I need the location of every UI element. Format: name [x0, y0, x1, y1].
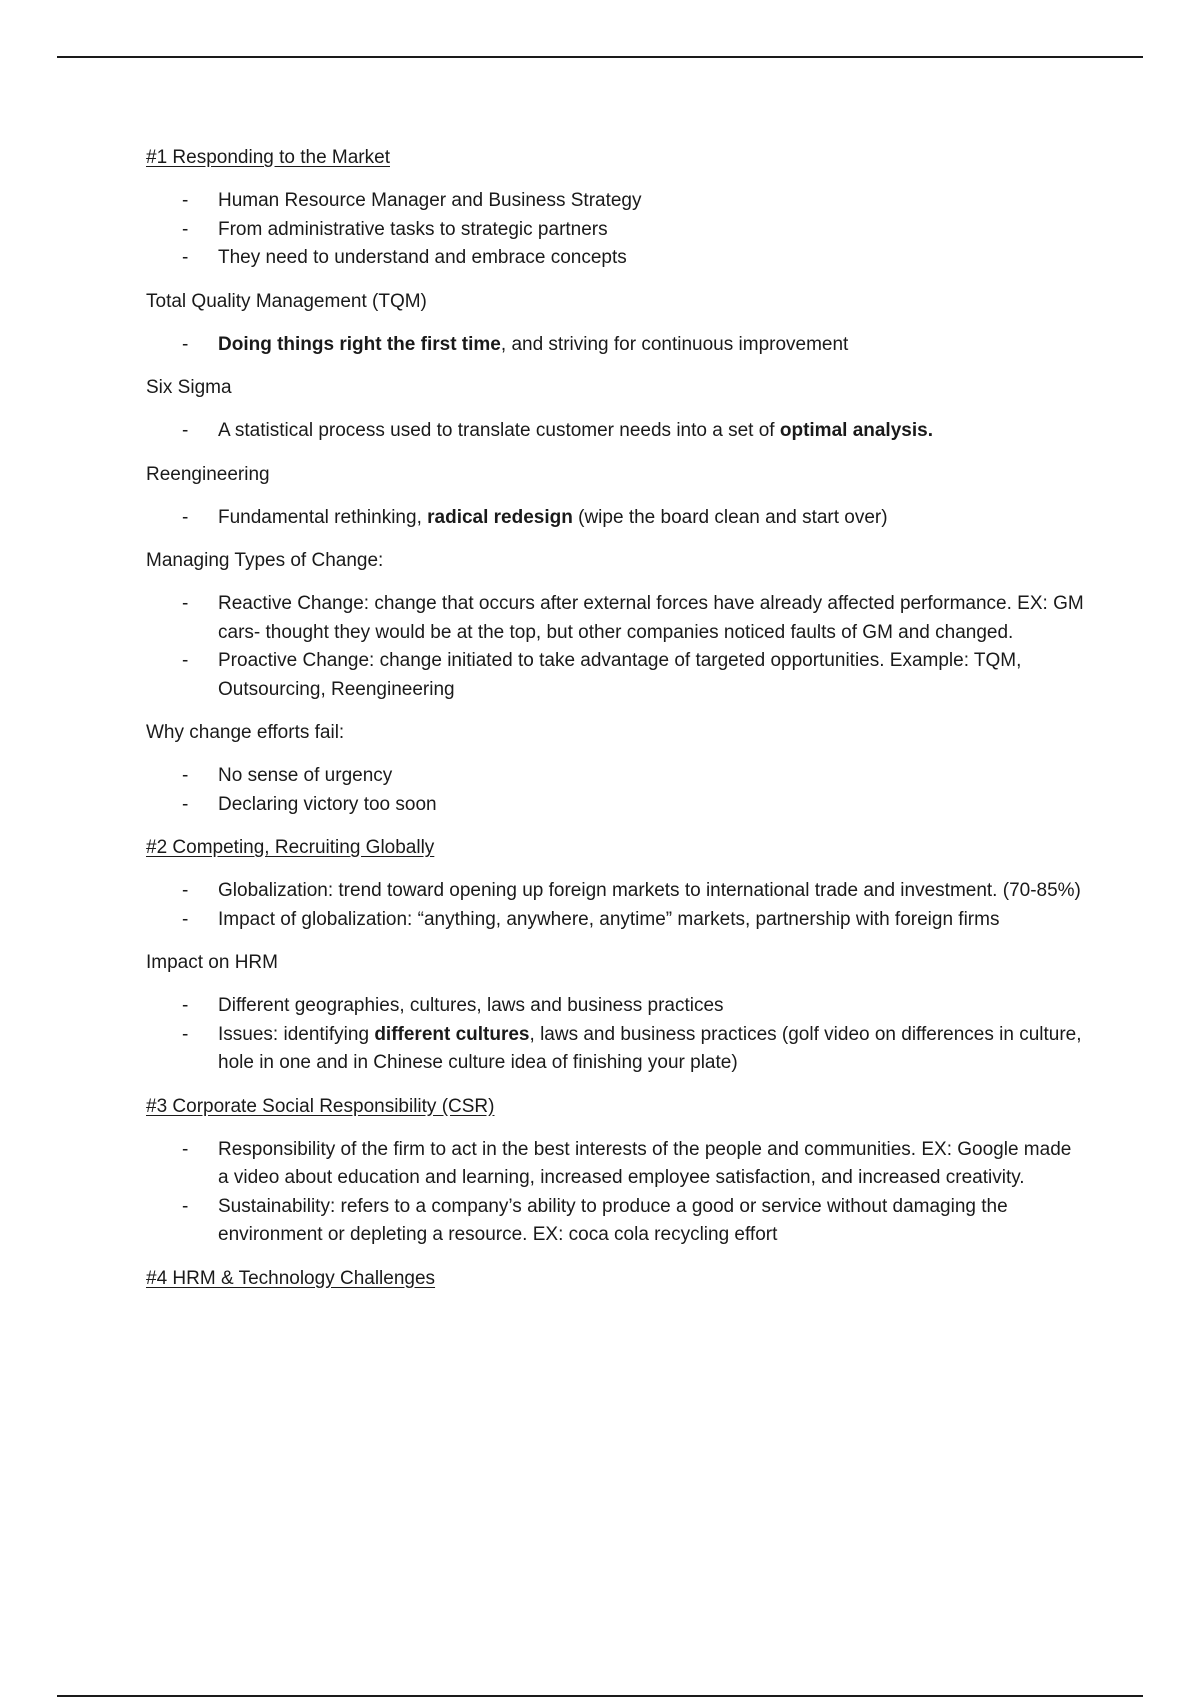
header-rule — [57, 56, 1143, 58]
topic-label-six-sigma: Six Sigma — [146, 377, 232, 398]
bullet-list — [146, 331, 1086, 360]
bullet-dash: - — [182, 506, 189, 528]
list-item: - Proactive Change: change initiated to take advantage of targeted opportunities. Example: TQM, Outsourcing, Reengineering — [146, 647, 1086, 704]
section-heading-responding-market: #1 Responding to the Market — [146, 147, 390, 168]
bullet-dash: - — [182, 593, 189, 614]
list-item: - Issues: identifying different cultures, laws and business practices (golf video on differences in culture, hole in one and in Chinese culture idea of finishing your plate) — [146, 1021, 1086, 1078]
bullet-dash: - — [182, 880, 189, 901]
bullet-list — [146, 762, 1086, 819]
list-item: - They need to understand and embrace concepts — [146, 244, 1086, 273]
bullet-dash: - — [182, 1023, 189, 1045]
footer-rule — [57, 1695, 1143, 1697]
bullet-dash: - — [182, 908, 189, 930]
bullet-list — [146, 992, 1086, 1078]
list-item: - Globalization: trend toward opening up foreign markets to international trade and investment. (70-85%) — [146, 877, 1086, 906]
topic-label-change-fail: Why change efforts fail: — [146, 722, 345, 743]
list-item: - Impact of globalization: “anything, anywhere, anytime” markets, partnership with foreign firms — [146, 906, 1086, 935]
section-heading-csr: #3 Corporate Social Responsibility (CSR) — [146, 1095, 495, 1117]
bullet-list — [146, 1136, 1086, 1250]
list-item: - Human Resource Manager and Business Strategy — [146, 187, 1086, 216]
bullet-list — [146, 417, 1086, 446]
bullet-list — [146, 187, 1086, 273]
bullet-dash: - — [182, 765, 189, 786]
list-item: - Fundamental rethinking, radical redesign (wipe the board clean and start over) — [146, 504, 1086, 533]
section-heading-competing-globally: #2 Competing, Recruiting Globally — [146, 837, 435, 858]
bullet-dash: - — [182, 420, 189, 441]
bullet-list — [146, 504, 1086, 533]
topic-label-tqm: Total Quality Management (TQM) — [146, 290, 427, 312]
bullet-dash: - — [182, 1138, 189, 1160]
bullet-dash: - — [182, 218, 189, 240]
list-item: - Declaring victory too soon — [146, 791, 1086, 820]
list-item: - Different geographies, cultures, laws and business practices — [146, 992, 1086, 1021]
topic-label-managing-change: Managing Types of Change: — [146, 550, 384, 571]
list-item: - A statistical process used to translate customer needs into a set of optimal analysis. — [146, 417, 1086, 446]
list-item: - Sustainability: refers to a company’s ability to produce a good or service without damaging the environment or depleting a resource. EX: coca cola recycling effort — [146, 1193, 1086, 1250]
section-heading-hrm-technology: #4 HRM & Technology Challenges — [146, 1267, 436, 1289]
bullet-list — [146, 590, 1086, 704]
bullet-dash: - — [182, 333, 189, 355]
bullet-dash: - — [182, 247, 189, 268]
list-item: - Reactive Change: change that occurs after external forces have already affected performance. EX: GM cars- thought they would be at the top, but other companies noticed faults of GM and changed. — [146, 590, 1086, 647]
bullet-dash: - — [182, 650, 189, 671]
topic-label-reengineering: Reengineering — [146, 463, 270, 485]
bullet-dash: - — [182, 190, 189, 211]
list-item: - No sense of urgency — [146, 762, 1086, 791]
document-body — [146, 144, 1086, 1293]
topic-label-impact-hrm: Impact on HRM — [146, 952, 278, 973]
list-item: - From administrative tasks to strategic partners — [146, 216, 1086, 245]
bullet-dash: - — [182, 995, 189, 1016]
list-item: - Doing things right the first time, and striving for continuous improvement — [146, 331, 1086, 360]
bullet-dash: - — [182, 1195, 189, 1217]
list-item: - Responsibility of the firm to act in the best interests of the people and communities. EX: Google made a video about education and learning, increased employee satisfaction, and increased creativity. — [146, 1136, 1086, 1193]
bullet-dash: - — [182, 793, 189, 815]
bullet-list — [146, 877, 1086, 934]
